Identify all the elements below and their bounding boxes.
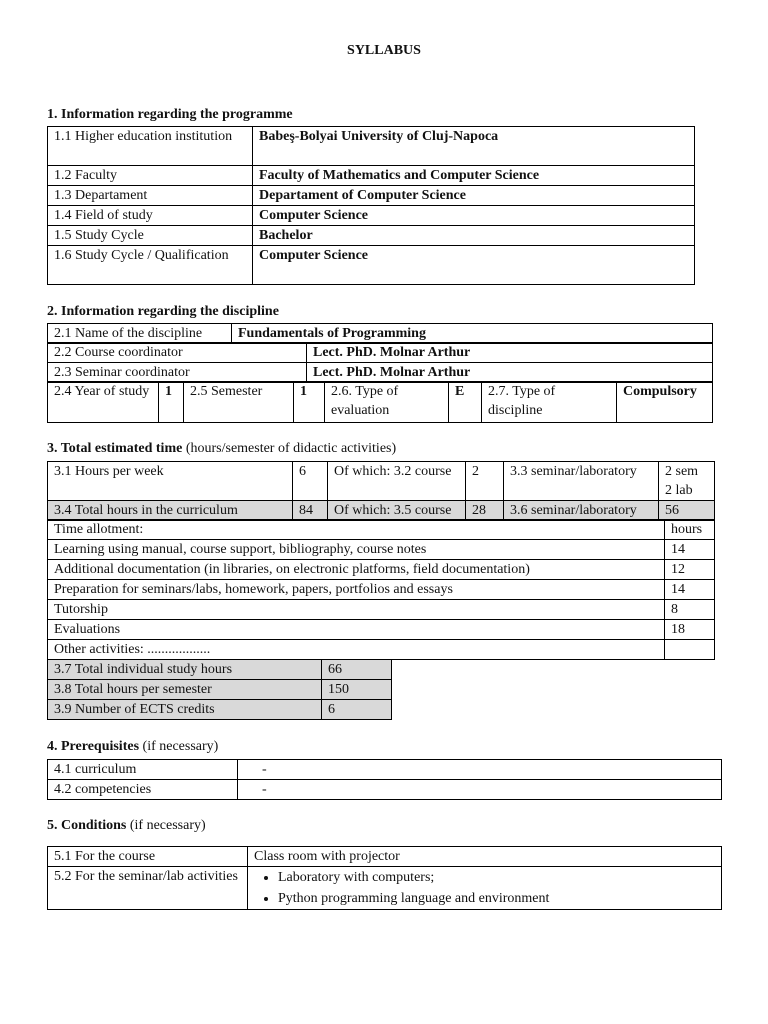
section-3-heading: 3. Total estimated time (hours/semester of didactic activities)	[47, 441, 397, 456]
total-seminar-value: 56	[659, 501, 715, 521]
programme-value: Departament of Computer Science	[253, 186, 695, 206]
totals-value: 6	[322, 700, 392, 720]
discipline-name-table	[47, 323, 713, 344]
discipline-type-value: Compulsory	[617, 382, 713, 423]
condition-course-label: 5.1 For the course	[48, 847, 248, 867]
table-row	[48, 186, 695, 206]
condition-lab-value	[248, 867, 722, 910]
table-row	[48, 127, 695, 166]
programme-label: 1.1 Higher education institution	[48, 127, 253, 166]
prerequisite-value: -	[238, 780, 722, 800]
allotment-label: Preparation for seminars/labs, homework, papers, portfolios and essays	[48, 580, 665, 600]
prerequisite-label: 4.2 competencies	[48, 780, 238, 800]
totals-label: 3.7 Total individual study hours	[48, 660, 322, 680]
programme-value: Computer Science	[253, 206, 695, 226]
table-row	[48, 462, 715, 501]
table-row	[48, 867, 722, 910]
prerequisite-value: -	[238, 760, 722, 780]
seminar-coordinator-label: 2.3 Seminar coordinator	[48, 363, 307, 383]
table-row	[48, 540, 715, 560]
page-title: SYLLABUS	[347, 43, 421, 58]
table-row	[48, 324, 713, 344]
allotment-header-unit: hours	[665, 520, 715, 540]
allotment-hours: 14	[665, 580, 715, 600]
course-coordinator-label: 2.2 Course coordinator	[48, 343, 307, 363]
year-label: 2.4 Year of study	[48, 382, 159, 423]
programme-label: 1.4 Field of study	[48, 206, 253, 226]
table-row	[48, 363, 713, 383]
section-4-heading: 4. Prerequisites (if necessary)	[47, 739, 219, 754]
totals-value: 66	[322, 660, 392, 680]
discipline-name-label: 2.1 Name of the discipline	[48, 324, 232, 344]
allotment-label: Tutorship	[48, 600, 665, 620]
weekly-hours-table	[47, 461, 715, 521]
programme-label: 1.2 Faculty	[48, 166, 253, 186]
section-2-heading: 2. Information regarding the discipline	[47, 304, 279, 319]
table-row	[48, 166, 695, 186]
table-row	[48, 501, 715, 521]
table-row	[48, 780, 722, 800]
condition-course-value: Class room with projector	[248, 847, 722, 867]
table-row	[48, 382, 713, 423]
year-value: 1	[159, 382, 184, 423]
table-row	[48, 560, 715, 580]
evaluation-value: E	[449, 382, 482, 423]
total-seminar-label: 3.6 seminar/laboratory	[504, 501, 659, 521]
hours-per-week-value: 6	[293, 462, 328, 501]
programme-value: Computer Science	[253, 246, 695, 285]
table-row	[48, 660, 392, 680]
allotment-hours	[665, 640, 715, 660]
total-course-label: Of which: 3.5 course	[328, 501, 466, 521]
section-5-heading: 5. Conditions (if necessary)	[47, 818, 206, 833]
coordinators-table	[47, 342, 713, 383]
allotment-label: Evaluations	[48, 620, 665, 640]
time-allotment-table	[47, 519, 715, 660]
condition-lab-label: 5.2 For the seminar/lab activities	[48, 867, 248, 910]
programme-label: 1.6 Study Cycle / Qualification	[48, 246, 253, 285]
allotment-hours: 8	[665, 600, 715, 620]
semester-label: 2.5 Semester	[184, 382, 294, 423]
semester-value: 1	[294, 382, 325, 423]
course-coordinator-value: Lect. PhD. Molnar Arthur	[307, 343, 713, 363]
course-hours-value: 2	[466, 462, 504, 501]
table-row	[48, 847, 722, 867]
seminar-coordinator-value: Lect. PhD. Molnar Arthur	[307, 363, 713, 383]
totals-value: 150	[322, 680, 392, 700]
total-hours-label: 3.4 Total hours in the curriculum	[48, 501, 293, 521]
programme-value: Faculty of Mathematics and Computer Science	[253, 166, 695, 186]
totals-label: 3.9 Number of ECTS credits	[48, 700, 322, 720]
allotment-hours: 14	[665, 540, 715, 560]
hours-per-week-label: 3.1 Hours per week	[48, 462, 293, 501]
programme-table	[47, 126, 695, 285]
seminar-lab-value: 2 sem 2 lab	[659, 462, 715, 501]
discipline-name-value: Fundamentals of Programming	[232, 324, 713, 344]
table-row	[48, 580, 715, 600]
prerequisite-label: 4.1 curriculum	[48, 760, 238, 780]
table-row	[48, 226, 695, 246]
table-row	[48, 620, 715, 640]
table-row	[48, 680, 392, 700]
total-hours-value: 84	[293, 501, 328, 521]
table-row	[48, 520, 715, 540]
allotment-hours: 12	[665, 560, 715, 580]
evaluation-label: 2.6. Type of evaluation	[325, 382, 449, 423]
condition-lab-list	[254, 867, 715, 909]
allotment-label: Additional documentation (in libraries, on electronic platforms, field documentation)	[48, 560, 665, 580]
programme-value: Babeş-Bolyai University of Cluj-Napoca	[253, 127, 695, 166]
totals-label: 3.8 Total hours per semester	[48, 680, 322, 700]
table-row	[48, 640, 715, 660]
seminar-lab-label: 3.3 seminar/laboratory	[504, 462, 659, 501]
prerequisites-table	[47, 759, 722, 800]
discipline-details-table	[47, 381, 713, 423]
programme-label: 1.5 Study Cycle	[48, 226, 253, 246]
list-item: • Laboratory with computers;	[278, 867, 715, 888]
discipline-type-label: 2.7. Type of discipline	[482, 382, 617, 423]
allotment-label: Learning using manual, course support, bibliography, course notes	[48, 540, 665, 560]
table-row	[48, 246, 695, 285]
section-1-heading: 1. Information regarding the programme	[47, 107, 293, 122]
table-row	[48, 600, 715, 620]
programme-value: Bachelor	[253, 226, 695, 246]
table-row	[48, 760, 722, 780]
course-hours-label: Of which: 3.2 course	[328, 462, 466, 501]
table-row	[48, 206, 695, 226]
allotment-hours: 18	[665, 620, 715, 640]
totals-table	[47, 659, 392, 720]
programme-label: 1.3 Departament	[48, 186, 253, 206]
table-row	[48, 343, 713, 363]
table-row	[48, 700, 392, 720]
allotment-header-label: Time allotment:	[48, 520, 665, 540]
total-course-value: 28	[466, 501, 504, 521]
conditions-table	[47, 846, 722, 910]
allotment-label: Other activities: ..................	[48, 640, 665, 660]
list-item: • Python programming language and environment	[278, 888, 715, 909]
